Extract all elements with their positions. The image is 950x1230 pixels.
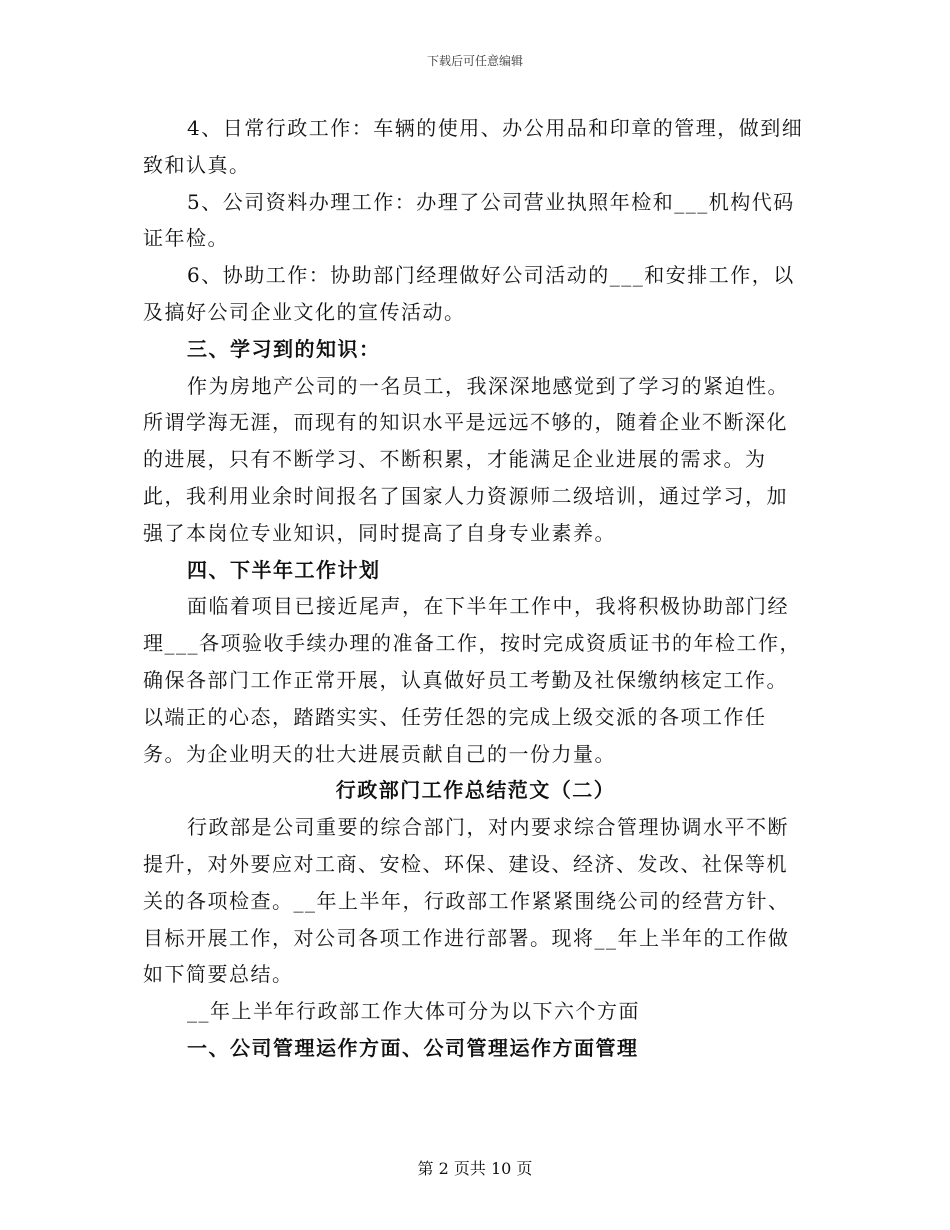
section-heading-1: 一、公司管理运作方面、公司管理运作方面管理	[187, 1035, 639, 1060]
document-body	[143, 110, 808, 1067]
paragraph-item-4: 4、日常行政工作：车辆的使用、办公用品和印章的管理，做到细致和认真。	[143, 116, 804, 177]
document-title-2: 行政部门工作总结范文（二）	[335, 778, 616, 803]
paragraph-summary-line: __年上半年行政部工作大体可分为以下六个方面	[187, 999, 640, 1024]
paragraph-plan: 面临着项目已接近尾声，在下半年工作中，我将积极协助部门经理___各项验收手续办理的准备工作，按时完成资质证书的年检工作，确保各部门工作正常开展，认真做好员工考勤及社保缴纳核定工作。以端正的心态，踏踏实实、任劳任怨的完成上级交派的各项工作任务。为企业明天的壮大进展贡献自己的一份力量。	[143, 594, 801, 766]
paragraph-item-5: 5、公司资料办理工作：办理了公司营业执照年检和___机构代码证年检。	[143, 189, 795, 251]
paragraph-intro: 行政部是公司重要的综合部门，对内要求综合管理协调水平不断提升，对外要应对工商、安检、环保、建设、经济、发改、社保等机关的各项检查。__年上半年，行政部工作紧紧围绕公司的经营方针、目标开展工作，对公司各项工作进行部署。现将__年上半年的工作做如下简要总结。	[143, 815, 790, 987]
page-header: 下载后可任意编辑	[426, 54, 523, 68]
paragraph-item-6: 6、协助工作：协助部门经理做好公司活动的___和安排工作，以及搞好公司企业文化的宣传活动。	[143, 263, 795, 324]
section-heading-3: 三、学习到的知识：	[187, 336, 381, 361]
paragraph-learning: 作为房地产公司的一名员工，我深深地感觉到了学习的紧迫性。所谓学海无涯，而现有的知识水平是远远不够的，随着企业不断深化的进展，只有不断学习、不断积累，才能满足企业进展的需求。为此，我利用业余时间报名了国家人力资源师二级培训，通过学习，加强了本岗位专业知识，同时提高了自身专业素养。	[143, 373, 789, 545]
page-footer: 第 2 页共 10 页	[417, 1159, 533, 1178]
section-heading-4: 四、下半年工作计划	[187, 557, 381, 582]
